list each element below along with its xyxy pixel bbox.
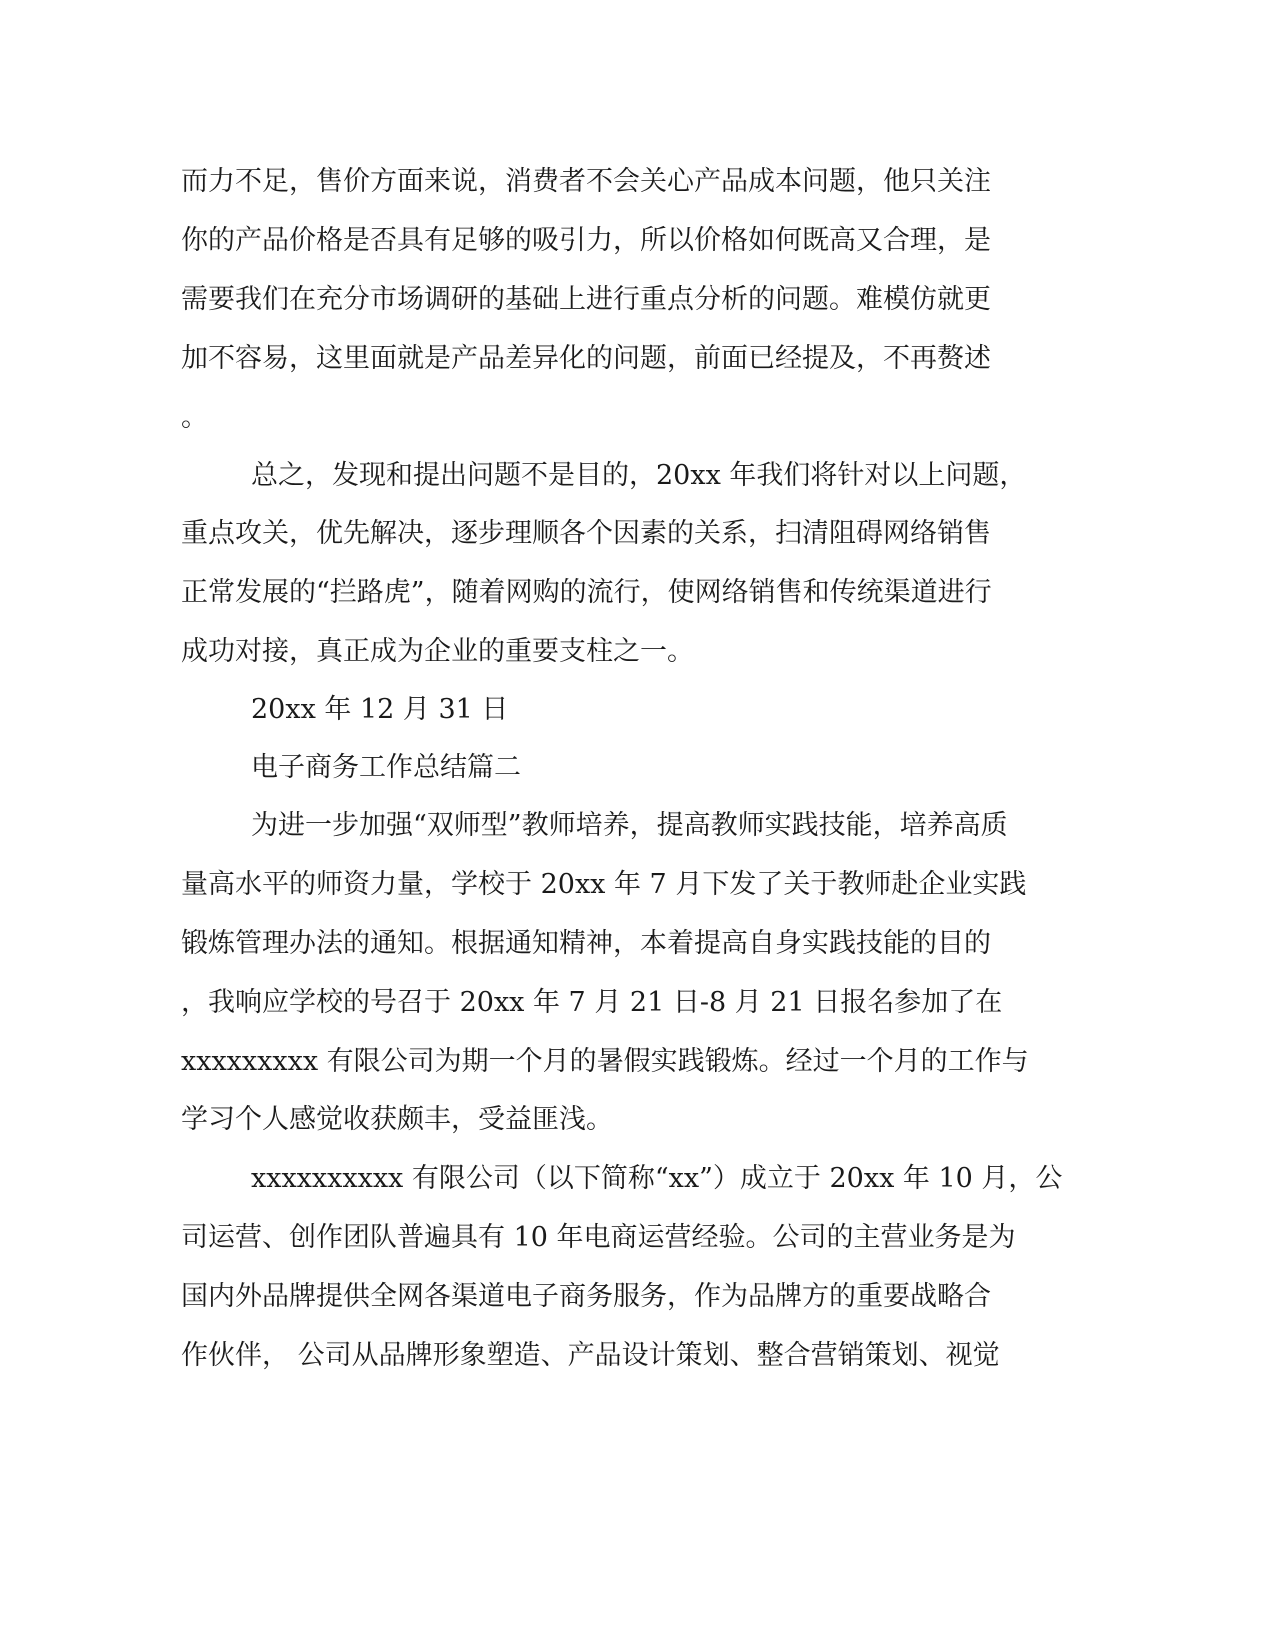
paragraph-start-line: 为进一步加强“双师型”教师培养，提高教师实践技能，培养高质 <box>251 810 1008 841</box>
text-line: 需要我们在充分市场调研的基础上进行重点分析的问题。难模仿就更 <box>181 284 991 315</box>
text-line: 加不容易，这里面就是产品差异化的问题，前面已经提及，不再赘述 <box>181 343 991 374</box>
text-line: 成功对接，真正成为企业的重要支柱之一。 <box>181 636 694 667</box>
paragraph-start-line: xxxxxxxxxx 有限公司（以下简称“xx”）成立于 20xx 年 10 月，公 <box>251 1163 1063 1194</box>
text-line: 锻炼管理办法的通知。根据通知精神，本着提高自身实践技能的目的 <box>181 928 991 959</box>
text-line: 作伙伴， 公司从品牌形象塑造、产品设计策划、整合营销策划、视觉 <box>181 1340 1000 1371</box>
date-line: 20xx 年 12 月 31 日 <box>251 694 509 725</box>
text-line: 学习个人感觉收获颇丰，受益匪浅。 <box>181 1104 613 1135</box>
text-line: 国内外品牌提供全网各渠道电子商务服务，作为品牌方的重要战略合 <box>181 1281 991 1312</box>
text-line: 量高水平的师资力量，学校于 20xx 年 7 月下发了关于教师赴企业实践 <box>181 869 1027 900</box>
text-line: 重点攻关，优先解决，逐步理顺各个因素的关系，扫清阻碍网络销售 <box>181 518 991 549</box>
text-line: ，我响应学校的号召于 20xx 年 7 月 21 日-8 月 21 日报名参加了在 <box>181 987 1003 1018</box>
paragraph-start-line: 总之，发现和提出问题不是目的，20xx 年我们将针对以上问题， <box>251 460 1027 491</box>
text-line: xxxxxxxxx 有限公司为期一个月的暑假实践锻炼。经过一个月的工作与 <box>181 1046 1029 1077</box>
text-line: 。 <box>181 402 208 433</box>
text-line: 司运营、创作团队普遍具有 10 年电商运营经验。公司的主营业务是为 <box>181 1222 1016 1253</box>
text-line: 正常发展的“拦路虎”，随着网购的流行，使网络销售和传统渠道进行 <box>181 577 992 608</box>
text-line: 而力不足，售价方面来说，消费者不会关心产品成本问题，他只关注 <box>181 166 991 197</box>
section-heading: 电子商务工作总结篇二 <box>251 752 521 783</box>
text-line: 你的产品价格是否具有足够的吸引力，所以价格如何既高又合理，是 <box>181 225 991 256</box>
